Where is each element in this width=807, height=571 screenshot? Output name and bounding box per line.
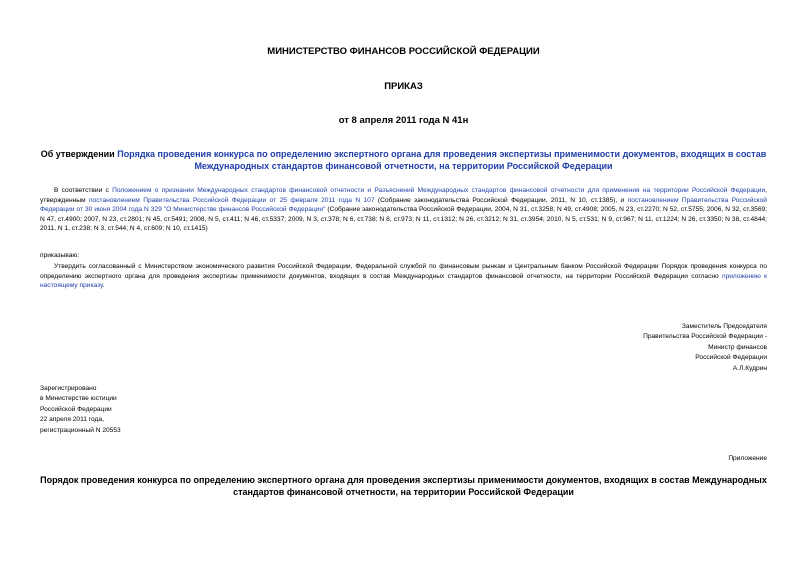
signature-name: А.Л.Кудрин: [732, 364, 767, 372]
registration-line: в Министерстве юстиции: [40, 395, 117, 403]
order-paragraph: [40, 262, 767, 291]
signature-line: Правительства Российской Федерации -: [643, 333, 767, 341]
registration-line: Российской Федерации: [40, 405, 112, 413]
preamble-text-1: В соответствии с: [54, 187, 113, 194]
appendix-label: Приложение: [728, 455, 767, 462]
order-text-1: Утвердить согласованный с Министерством экономического развития Российской Федерации, Федеральной службой по финансовым рынкам и Центральным банком Российской Федерации Порядок проведения конкурса по определению экспертного органа для проведения экспертизы применимости документов, входящих в состав Международных стандартов финансовой отчетности, на территории Российской Федерации согласно: [40, 263, 767, 280]
date-number-heading: от 8 апреля 2011 года N 41н: [338, 115, 469, 126]
appendix-link[interactable]: приложению к настоящему приказу: [40, 272, 767, 290]
appendix-title: Порядок проведения конкурса по определению экспертного органа для проведения экспертизы применимости документов, входящих в состав Международных стандартов финансовой отчетности, на территории Российской Федерации: [40, 475, 767, 497]
doc-type-heading: ПРИКАЗ: [384, 81, 423, 92]
preamble-paragraph: [40, 186, 767, 234]
signature-line: Заместитель Председателя: [681, 323, 767, 330]
signature-block: [643, 322, 767, 374]
ministry-heading: МИНИСТЕРСТВО ФИНАНСОВ РОССИЙСКОЙ ФЕДЕРАЦИИ: [267, 46, 540, 57]
registration-line: 22 апреля 2011 года,: [40, 416, 104, 424]
order-title-prefix: Об утверждении: [40, 149, 118, 159]
preamble-text-4: (Собрание законодательства Российской Федерации, 2004, N 31, ст.3258; N 49, ст.4908; 2005, N 23, ст.2270; N 52, ст.5755; 2006, N 32, ст.3569; N 47, ст.4900; 2007, N 23, ст.2801; N 45, ст.5491; 2008, N 5, ст.411; N 46, ст.5337; 2009, N 3, ст.378; N 6, ст.738; N 8, ст.973; N 11, ст.1312; N 26, ст.3212; N 31, ст.3954; 2010, N 5, ст.531; N 9, ст.967; N 11, ст.1224; N 26, ст.3350; N 38, ст.4844; 2011, N 1, ст.238; N 3, ст.544; N 4, ст.609; N 10, ст.1415): [40, 206, 767, 233]
preamble-text-3: (Собрание законодательства Российской Федерации, 2011, N 10, ст.1385), и: [374, 196, 628, 204]
order-title: [40, 148, 767, 172]
resolution-329-link[interactable]: постановлением Правительства Российской Федерации от 30 июня 2004 года N 329 "О Министерстве финансов Российской Федерации": [40, 196, 767, 214]
registration-line: Зарегистрировано: [40, 385, 97, 392]
signature-line: Российской Федерации: [695, 354, 767, 362]
order-keyword: приказываю:: [40, 252, 80, 259]
registration-block: [40, 384, 121, 436]
signature-line: Министр финансов: [708, 343, 767, 351]
preamble-text-2: , утвержденным: [40, 187, 768, 204]
registration-line: регистрационный N 20553: [40, 426, 121, 434]
resolution-107-link[interactable]: постановлением Правительства Российской Федерации от 25 февраля 2011 года N 107: [88, 196, 375, 204]
regulation-ifrs-link[interactable]: Положением о признании Международных стандартов финансовой отчетности и Разъяснений Международных стандартов финансовой отчетности для применения на территории Российской Федерации: [112, 187, 766, 194]
order-title-link[interactable]: Порядка проведения конкурса по определению экспертного органа для проведения экспертизы применимости документов, входящих в состав Международных стандартов финансовой отчетности, на территории Российской Федерации: [117, 149, 767, 171]
order-text-2: .: [102, 282, 105, 290]
